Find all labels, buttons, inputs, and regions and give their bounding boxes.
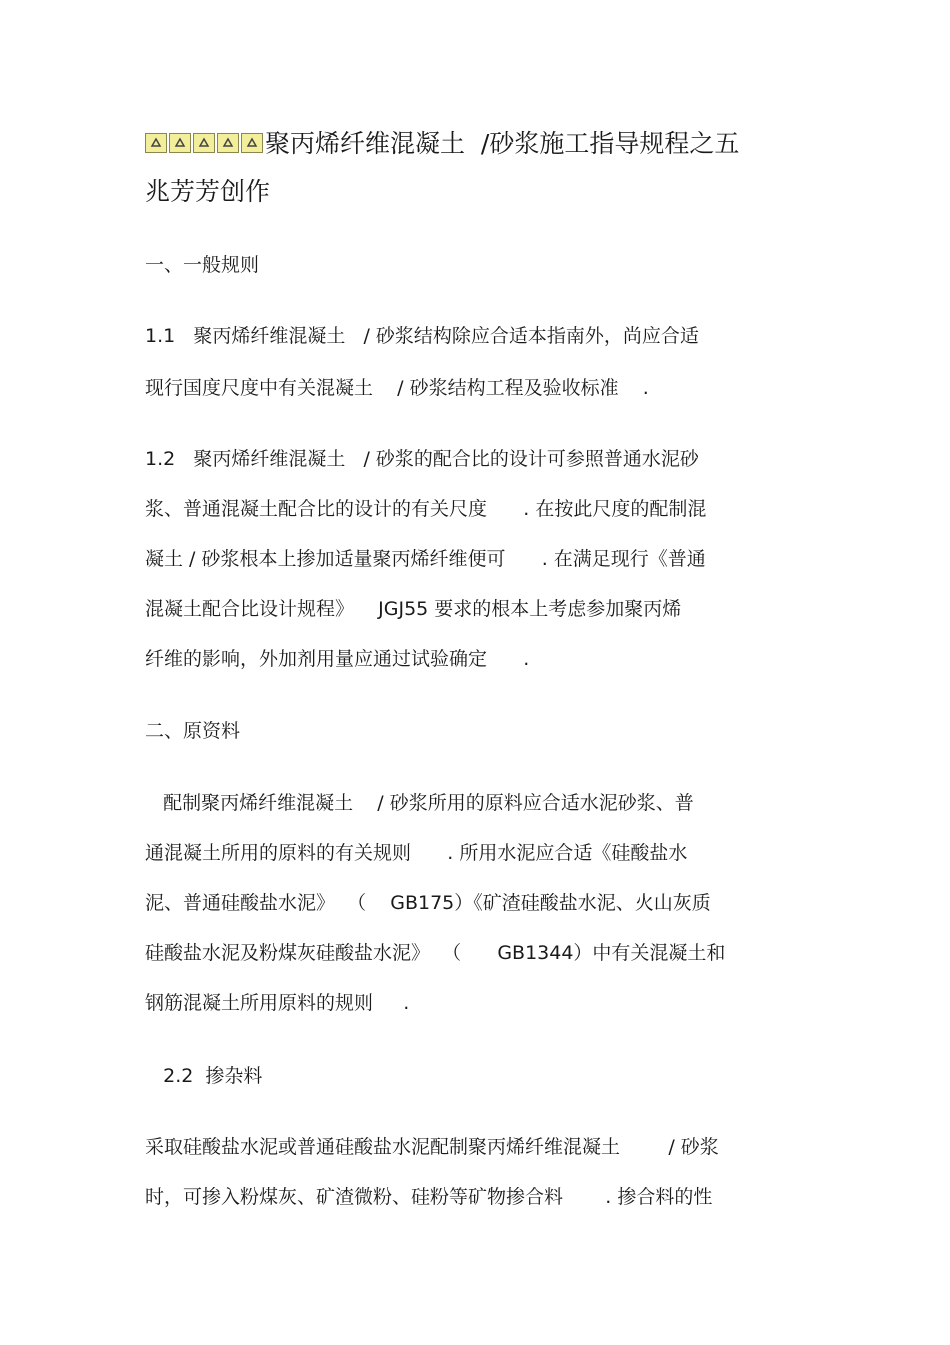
paragraph-line: 通混凝土所用的原料的有关规则 . 所用水泥应合适《硅酸盐水 bbox=[145, 842, 688, 864]
paragraph-line: 浆、普通混凝土配合比的设计的有关尺度 . 在按此尺度的配制混 bbox=[145, 498, 707, 520]
placeholder-glyph-icon bbox=[193, 133, 215, 153]
subsection-heading: 2.2 掺杂料 bbox=[145, 1065, 263, 1087]
placeholder-glyph-icon bbox=[145, 133, 167, 153]
paragraph-line: 1.2 聚丙烯纤维混凝土 / 砂浆的配合比的设计可参照普通水泥砂 bbox=[145, 448, 699, 470]
paragraph-line: 硅酸盐水泥及粉煤灰硅酸盐水泥》 （ GB1344）中有关混凝土和 bbox=[145, 942, 726, 964]
placeholder-glyph-icon bbox=[217, 133, 239, 153]
placeholder-glyph-icon bbox=[241, 133, 263, 153]
paragraph-line: 纤维的影响，外加剂用量应通过试验确定 . bbox=[145, 648, 530, 670]
paragraph-line: 采取硅酸盐水泥或普通硅酸盐水泥配制聚丙烯纤维混凝土 / 砂浆 bbox=[145, 1136, 719, 1158]
paragraph-line: 1.1 聚丙烯纤维混凝土 / 砂浆结构除应合适本指南外，尚应合适 bbox=[145, 325, 699, 347]
paragraph-line: 时，可掺入粉煤灰、矿渣微粉、硅粉等矿物掺合料 . 掺合料的性 bbox=[145, 1186, 713, 1208]
glyph-row bbox=[145, 133, 263, 155]
placeholder-glyph-icon bbox=[169, 133, 191, 153]
paragraph-line: 凝土 / 砂浆根本上掺加适量聚丙烯纤维便可 . 在满足现行《普通 bbox=[145, 548, 706, 570]
page-title: 聚丙烯纤维混凝土 /砂浆施工指导规程之五 bbox=[265, 129, 740, 158]
paragraph-line: 钢筋混凝土所用原料的规则 . bbox=[145, 992, 410, 1014]
paragraph-line: 混凝土配合比设计规程》 JGJ55 要求的根本上考虑参加聚丙烯 bbox=[145, 598, 682, 620]
author-line: 兆芳芳创作 bbox=[145, 177, 271, 206]
paragraph-line: 泥、普通硅酸盐水泥》 （ GB175）《矿渣硅酸盐水泥、火山灰质 bbox=[145, 892, 711, 914]
section-heading: 二、原资料 bbox=[145, 720, 241, 742]
section-heading: 一、一般规则 bbox=[145, 254, 260, 276]
paragraph-line: 配制聚丙烯纤维混凝土 / 砂浆所用的原料应合适水泥砂浆、普 bbox=[145, 792, 694, 814]
paragraph-line: 现行国度尺度中有关混凝土 / 砂浆结构工程及验收标准 . bbox=[145, 377, 649, 399]
